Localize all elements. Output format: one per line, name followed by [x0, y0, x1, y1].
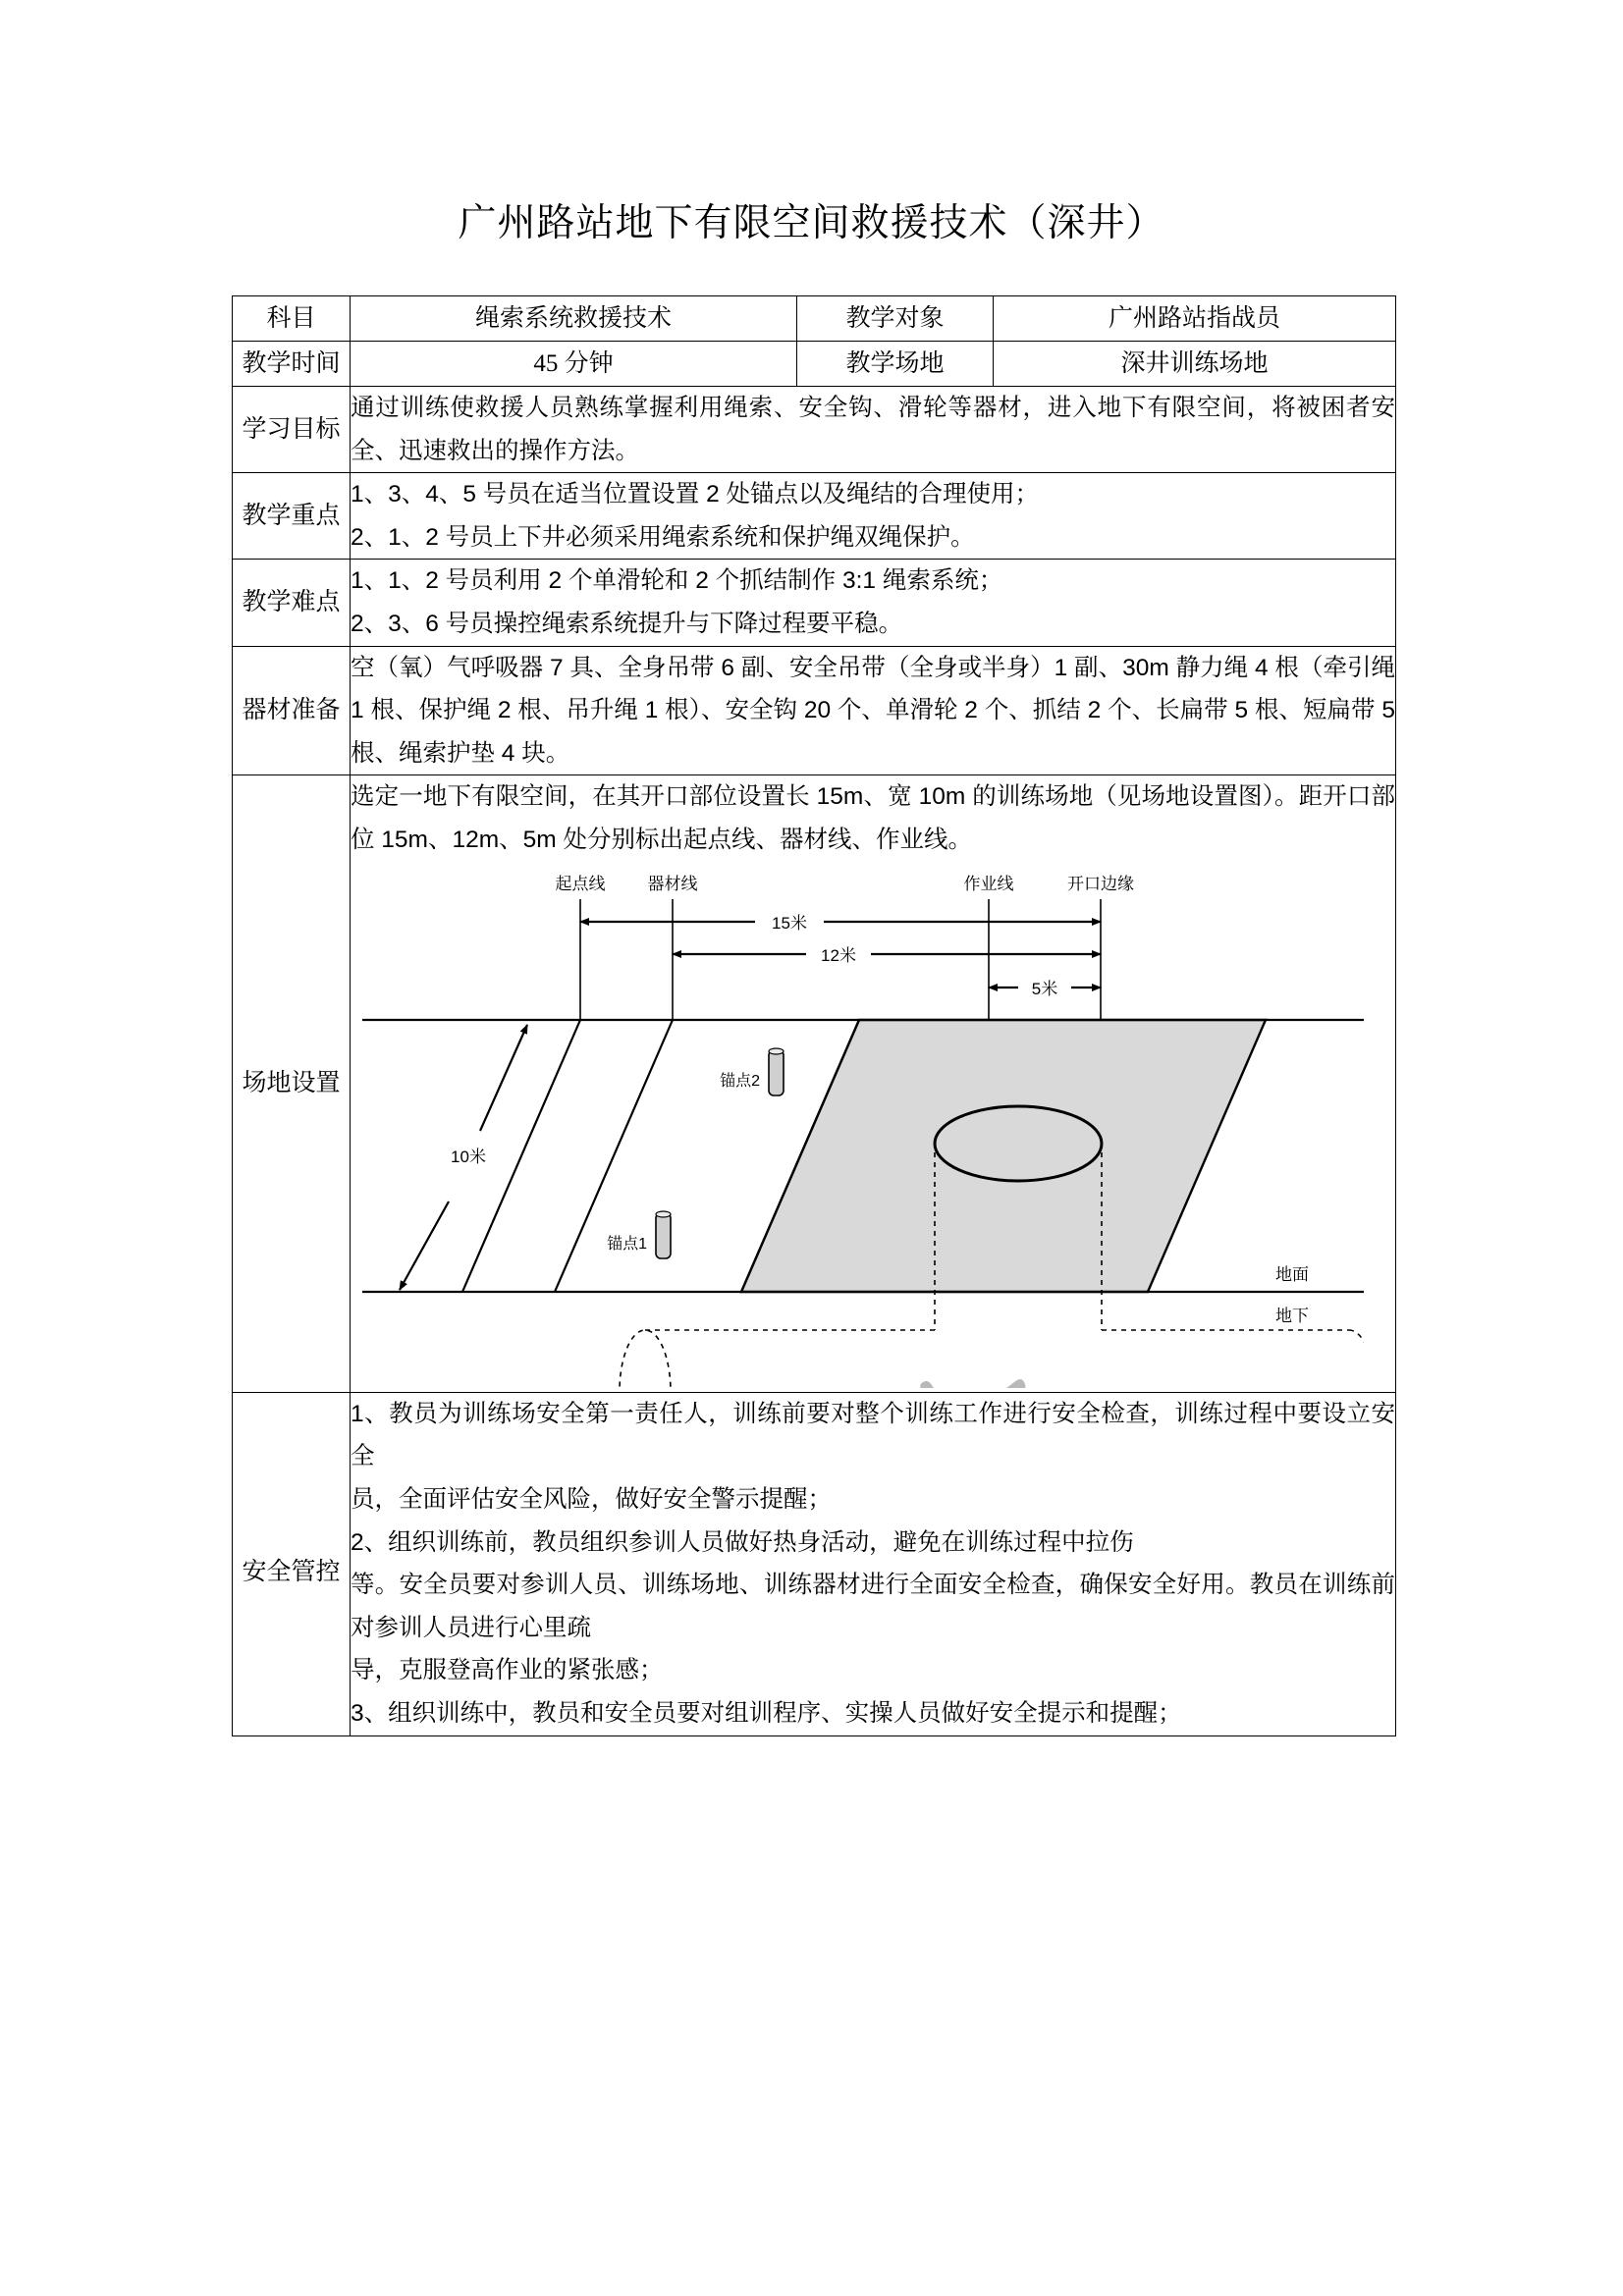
anchor-2-label: 锚点2 — [720, 1072, 760, 1090]
venue-label: 教学场地 — [797, 342, 994, 387]
objective-text: 通过训练使救援人员熟练掌握利用绳索、安全钩、滑轮等器材，进入地下有限空间，将被困者安全、迅速救出的操作方法。 — [351, 387, 1396, 473]
anchor-post-icon — [656, 1213, 671, 1258]
subject-value: 绳索系统救援技术 — [351, 296, 797, 342]
dimension-12m — [673, 946, 1101, 965]
duration-value: 45 分钟 — [351, 342, 797, 387]
safety-line: 导，克服登高作业的紧张感； — [351, 1657, 664, 1684]
site-layout-diagram — [362, 868, 1364, 1388]
table-row — [233, 342, 1396, 387]
equipment-line-label: 器材线 — [647, 874, 698, 893]
difficulties-label: 教学难点 — [233, 560, 351, 646]
dimension-10m-label: 10米 — [451, 1147, 486, 1166]
anchor-post-top-icon — [769, 1048, 784, 1054]
key-point-line: 1、3、4、5 号员在适当位置设置 2 处锚点以及绳结的合理使用； — [351, 481, 1040, 508]
site-setup-content — [351, 775, 1396, 1392]
safety-line: 1、教员为训练场安全第一责任人，训练前要对整个训练工作进行安全检查，训练过程中要设立安全 — [351, 1400, 1395, 1470]
underground-label: 地下 — [1275, 1306, 1309, 1325]
difficulty-line: 2、3、6 号员操控绳索系统提升与下降过程要平稳。 — [351, 611, 903, 638]
table-row-site-setup — [233, 775, 1396, 1392]
audience-value: 广州路站指战员 — [994, 296, 1396, 342]
lesson-plan-table — [232, 295, 1396, 1736]
duration-label: 教学时间 — [233, 342, 351, 387]
well-opening — [935, 1106, 1102, 1181]
safety-label: 安全管控 — [233, 1392, 351, 1735]
key-points-label: 教学重点 — [233, 473, 351, 560]
difficulties-text — [351, 560, 1396, 646]
subject-label: 科目 — [233, 296, 351, 342]
victim-figure-icon — [918, 1379, 1028, 1388]
anchor-post-icon — [769, 1050, 784, 1095]
equipment-text: 空（氧）气呼吸器 7 具、全身吊带 6 副、安全吊带（全身或半身）1 副、30m 静力绳 4 根（牵引绳 1 根、保护绳 2 根、吊升绳 1 根）、安全钩 20 个、单滑轮 2 个、抓结 2 个、长扁带 5 根、短扁带 5 根、绳索护垫 4 块。 — [351, 646, 1396, 775]
dimension-15m-label: 15米 — [772, 913, 807, 933]
audience-label: 教学对象 — [797, 296, 994, 342]
page-title: 广州路站地下有限空间救援技术（深井） — [458, 202, 1165, 244]
dimension-15m — [580, 914, 1101, 933]
dimension-5m — [989, 980, 1101, 998]
site-setup-text: 选定一地下有限空间，在其开口部位设置长 15m、宽 10m 的训练场地（见场地设置图）。距开口部位 15m、12m、5m 处分别标出起点线、器材线、作业线。 — [351, 783, 1395, 854]
work-line-label: 作业线 — [963, 874, 1014, 893]
underground-tunnel — [620, 1330, 1364, 1388]
table-row-objective — [233, 387, 1396, 473]
dimension-12m-label: 12米 — [821, 945, 856, 965]
safety-line: 员，全面评估安全风险，做好安全警示提醒； — [351, 1485, 832, 1513]
table-row-equipment — [233, 646, 1396, 775]
safety-line: 2、组织训练前，教员组织参训人员做好热身活动，避免在训练过程中拉伤 — [351, 1528, 1134, 1556]
objective-label: 学习目标 — [233, 387, 351, 473]
anchor-1-label: 锚点1 — [607, 1235, 647, 1253]
table-row-safety — [233, 1392, 1396, 1735]
anchor-point-1 — [607, 1211, 671, 1258]
venue-value: 深井训练场地 — [994, 342, 1396, 387]
key-points-text — [351, 473, 1396, 560]
table-row — [233, 296, 1396, 342]
opening-edge-label: 开口边缘 — [1067, 874, 1134, 893]
safety-text — [351, 1392, 1396, 1735]
ground-surface-label: 地面 — [1275, 1264, 1309, 1284]
safety-line: 等。安全员要对参训人员、训练场地、训练器材进行全面安全检查，确保安全好用。教员在训练前对参训人员进行心里疏 — [351, 1572, 1395, 1641]
site-setup-label: 场地设置 — [233, 775, 351, 1392]
safety-line: 3、组织训练中，教员和安全员要对组训程序、实操人员做好安全提示和提醒； — [351, 1699, 1182, 1727]
table-row-difficulties — [233, 560, 1396, 646]
dimension-10m — [400, 1025, 527, 1290]
table-row-key-points — [233, 473, 1396, 560]
anchor-point-2 — [720, 1048, 784, 1095]
equipment-label: 器材准备 — [233, 646, 351, 775]
anchor-post-top-icon — [656, 1211, 671, 1217]
difficulty-line: 1、1、2 号员利用 2 个单滑轮和 2 个抓结制作 3:1 绳索系统； — [351, 567, 1003, 595]
dimension-5m-label: 5米 — [1031, 979, 1058, 998]
key-point-line: 2、1、2 号员上下井必须采用绳索系统和保护绳双绳保护。 — [351, 523, 975, 551]
start-line-label: 起点线 — [555, 874, 606, 893]
